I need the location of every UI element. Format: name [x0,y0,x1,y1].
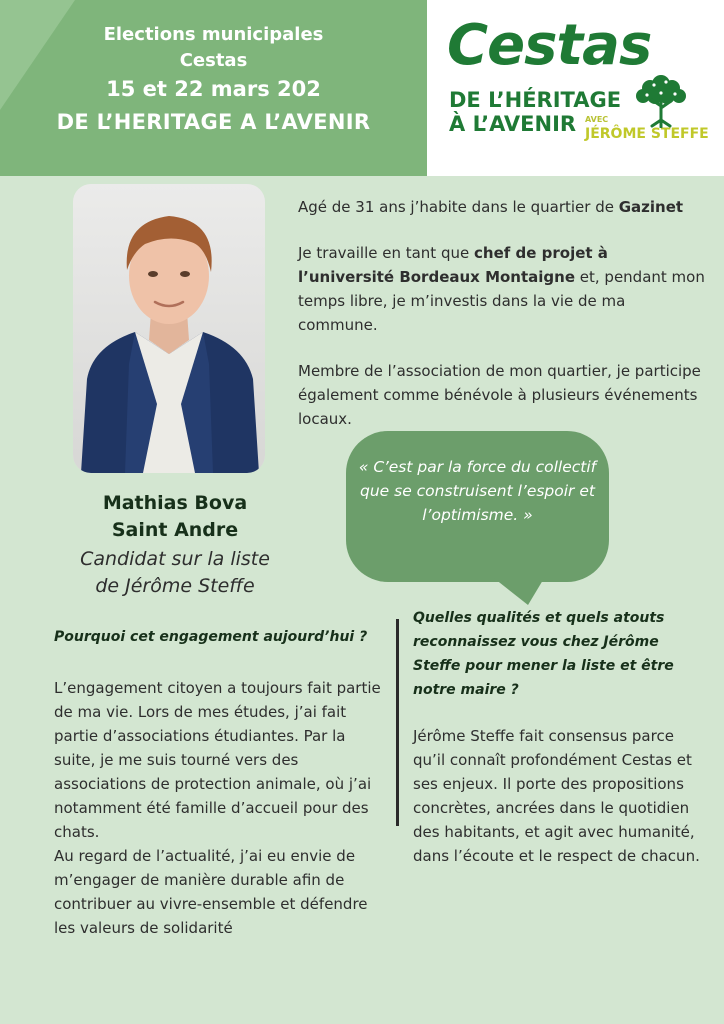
answer-qualities: Jérôme Steffe fait consensus parce qu’il connaît profondément Cestas et ses enjeux. Il porte des propositions concrètes, ancrées dans le quotidien des habitants, et agit avec humanité, dans l’écoute et le respect de chacun. [413,727,700,865]
candidate-role-line2: de Jérôme Steffe [95,575,255,597]
logo-tagline-line2: À L’AVENIR [449,112,577,136]
bio-p2-text: Je travaille en tant que [298,244,474,262]
slogan: DE L’HERITAGE A L’AVENIR [56,110,371,134]
answer-engagement [54,676,384,940]
quote-bubble-tail [490,575,546,605]
logo-tagline-line1: DE L’HÉRITAGE [449,88,622,112]
candidate-name-line1: Mathias Bova [102,492,248,514]
bio-p1-text: Agé de 31 ans j’habite dans le quartier de [298,198,619,216]
candidate-name-line2: Saint Andre [111,519,239,541]
bio-paragraph-2 [298,241,708,337]
header-banner [0,0,427,176]
answer-engagement-p2: Au regard de l’actualité, j’ai eu envie de m’engager de manière durable afin de contribuer au vivre-ensemble et défendre les valeurs de solidarité [54,847,368,937]
candidate-bio [298,195,708,453]
candidate-role-line1: Candidat sur la liste [80,548,270,570]
candidate-photo [73,184,265,473]
question-qualities: Quelles qualités et quels atouts reconnaissez vous chez Jérôme Steffe pour mener la liste et être notre maire ? [413,610,674,698]
election-dates: 15 et 22 mars 202 [106,77,321,101]
election-title: Elections municipales [103,24,324,45]
logo-avec: AVEC [585,115,609,124]
logo-leader-name: JÉRÔME STEFFE [585,126,709,142]
candidate-identity [40,490,310,600]
header-text [0,22,427,140]
column-divider [396,619,399,826]
question-engagement: Pourquoi cet engagement aujourd’hui ? [54,629,368,645]
tree-icon [630,70,692,128]
town-name: Cestas [179,50,248,71]
bio-p1-neighborhood: Gazinet [618,198,684,216]
logo-title: Cestas [447,13,652,78]
bio-paragraph-3: Membre de l’association de mon quartier, je participe également comme bénévole à plusieurs événements locaux. [298,362,701,428]
campaign-logo [427,0,724,176]
bio-p2-job: chef de projet à l’université Bordeaux Montaigne [298,244,608,286]
bio-p2-text-end: et, pendant mon temps libre, je m’investis dans la vie de ma commune. [298,268,705,334]
bio-paragraph-1 [298,195,708,219]
quote-text: « C’est par la force du collectif que se construisent l’espoir et l’optimisme. » [358,458,597,524]
answer-engagement-p1: L’engagement citoyen a toujours fait partie de ma vie. Lors de mes études, j’ai fait partie d’associations étudiantes. Par la suite, je me suis tourné vers des associations de protection animale, où j’ai notamment été famille d’accueil pour des chats. [54,679,381,841]
